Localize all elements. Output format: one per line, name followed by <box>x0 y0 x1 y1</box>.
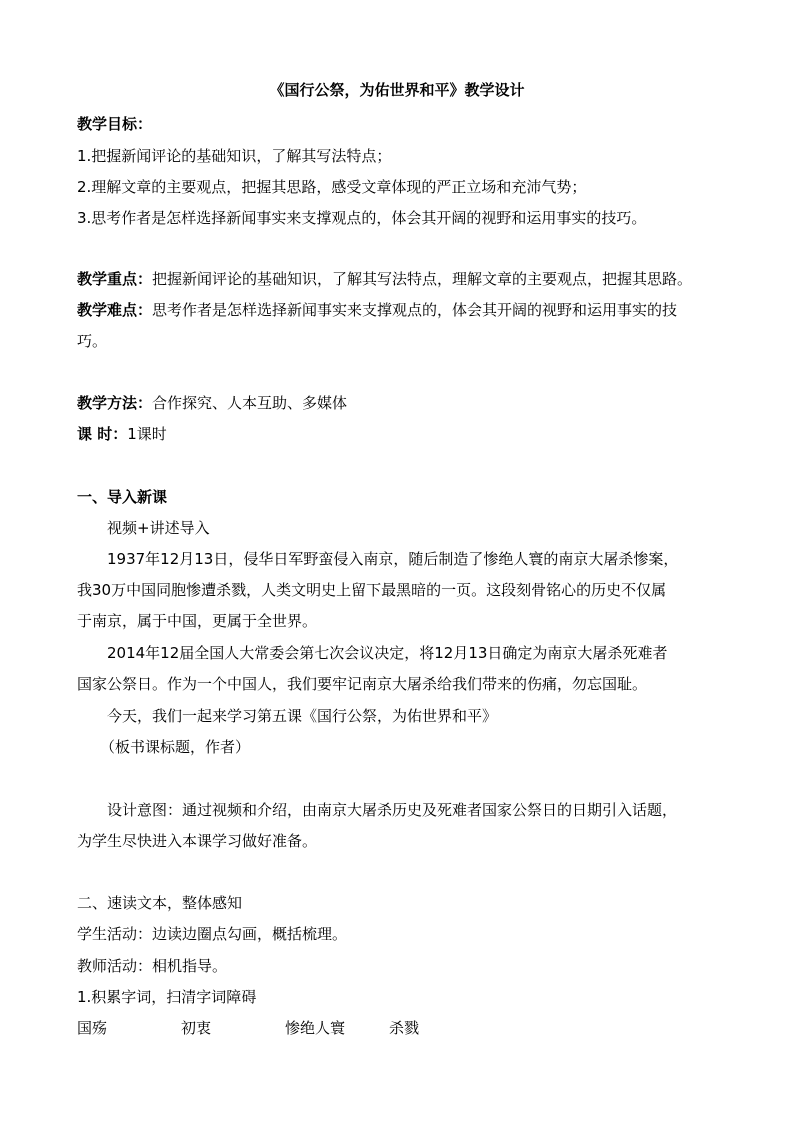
goal-item-1: 1.把握新闻评论的基础知识，了解其写法特点； <box>77 147 392 165</box>
doc-title: 《国行公祭，为佑世界和平》教学设计 <box>269 81 525 99</box>
teacher-activity: 教师活动：相机指导。 <box>77 957 228 975</box>
goals-heading: 教学目标： <box>77 115 153 133</box>
section1-heading: 一、导入新课 <box>77 488 168 506</box>
vocab-word: 惨绝人寰 <box>285 1019 346 1037</box>
vocab-word: 初衷 <box>181 1019 212 1037</box>
section1-p2-line2: 国家公祭日。作为一个中国人，我们要牢记南京大屠杀给我们带来的伤痛，勿忘国耻。 <box>77 675 648 693</box>
section1-p2-line1: 2014年12届全国人大常委会第七次会议决定，将12月13日确定为南京大屠杀死难者 <box>107 644 668 662</box>
section1-p1-line3: 于南京，属于中国，更属于全世界。 <box>77 612 318 630</box>
section1-p1-line2: 我30万中国同胞惨遭杀戮，人类文明史上留下最黑暗的一页。这段刻骨铭心的历史不仅属 <box>77 581 667 599</box>
difficulty-label: 教学难点： <box>77 301 153 319</box>
period-text: 1课时 <box>127 425 167 443</box>
section1-intro: 视频+讲述导入 <box>107 519 210 537</box>
board-note: （板书课标题，作者） <box>100 738 251 756</box>
vocab-word: 国殇 <box>77 1019 108 1037</box>
section2-sub1: 1.积累字词，扫清字词障碍 <box>77 988 257 1006</box>
method-text: 合作探究、人本互助、多媒体 <box>152 394 348 412</box>
key-points-text: 把握新闻评论的基础知识，了解其写法特点，理解文章的主要观点，把握其思路。 <box>152 270 693 288</box>
method-label: 教学方法： <box>77 394 153 412</box>
section1-p3: 今天，我们一起来学习第五课《国行公祭，为佑世界和平》 <box>107 707 498 725</box>
student-activity: 学生活动：边读边圈点勾画，概括梳理。 <box>77 925 348 943</box>
section1-p1-line1: 1937年12月13日，侵华日军野蛮侵入南京，随后制造了惨绝人寰的南京大屠杀惨案， <box>107 550 679 568</box>
period-label: 课 时： <box>77 425 128 443</box>
difficulty-text: 思考作者是怎样选择新闻事实来支撑观点的，体会其开阔的视野和运用事实的技 <box>152 301 678 319</box>
difficulty-continuation: 巧。 <box>77 332 108 350</box>
design-intent-line2: 为学生尽快进入本课学习做好准备。 <box>77 832 318 850</box>
teaching-method <box>77 393 347 413</box>
section2-heading: 二、速读文本，整体感知 <box>77 894 243 912</box>
vocab-word: 杀戮 <box>389 1019 420 1037</box>
goal-item-3: 3.思考作者是怎样选择新闻事实来支撑观点的，体会其开阔的视野和运用事实的技巧。 <box>77 209 647 227</box>
class-period <box>77 424 167 444</box>
key-points-label: 教学重点： <box>77 270 153 288</box>
design-intent-line1: 设计意图：通过视频和介绍，由南京大屠杀历史及死难者国家公祭日的日期引入话题， <box>107 801 678 819</box>
difficulty <box>77 300 677 320</box>
goal-item-2: 2.理解文章的主要观点，把握其思路，感受文章体现的严正立场和充沛气势； <box>77 178 587 196</box>
key-points <box>77 269 692 289</box>
